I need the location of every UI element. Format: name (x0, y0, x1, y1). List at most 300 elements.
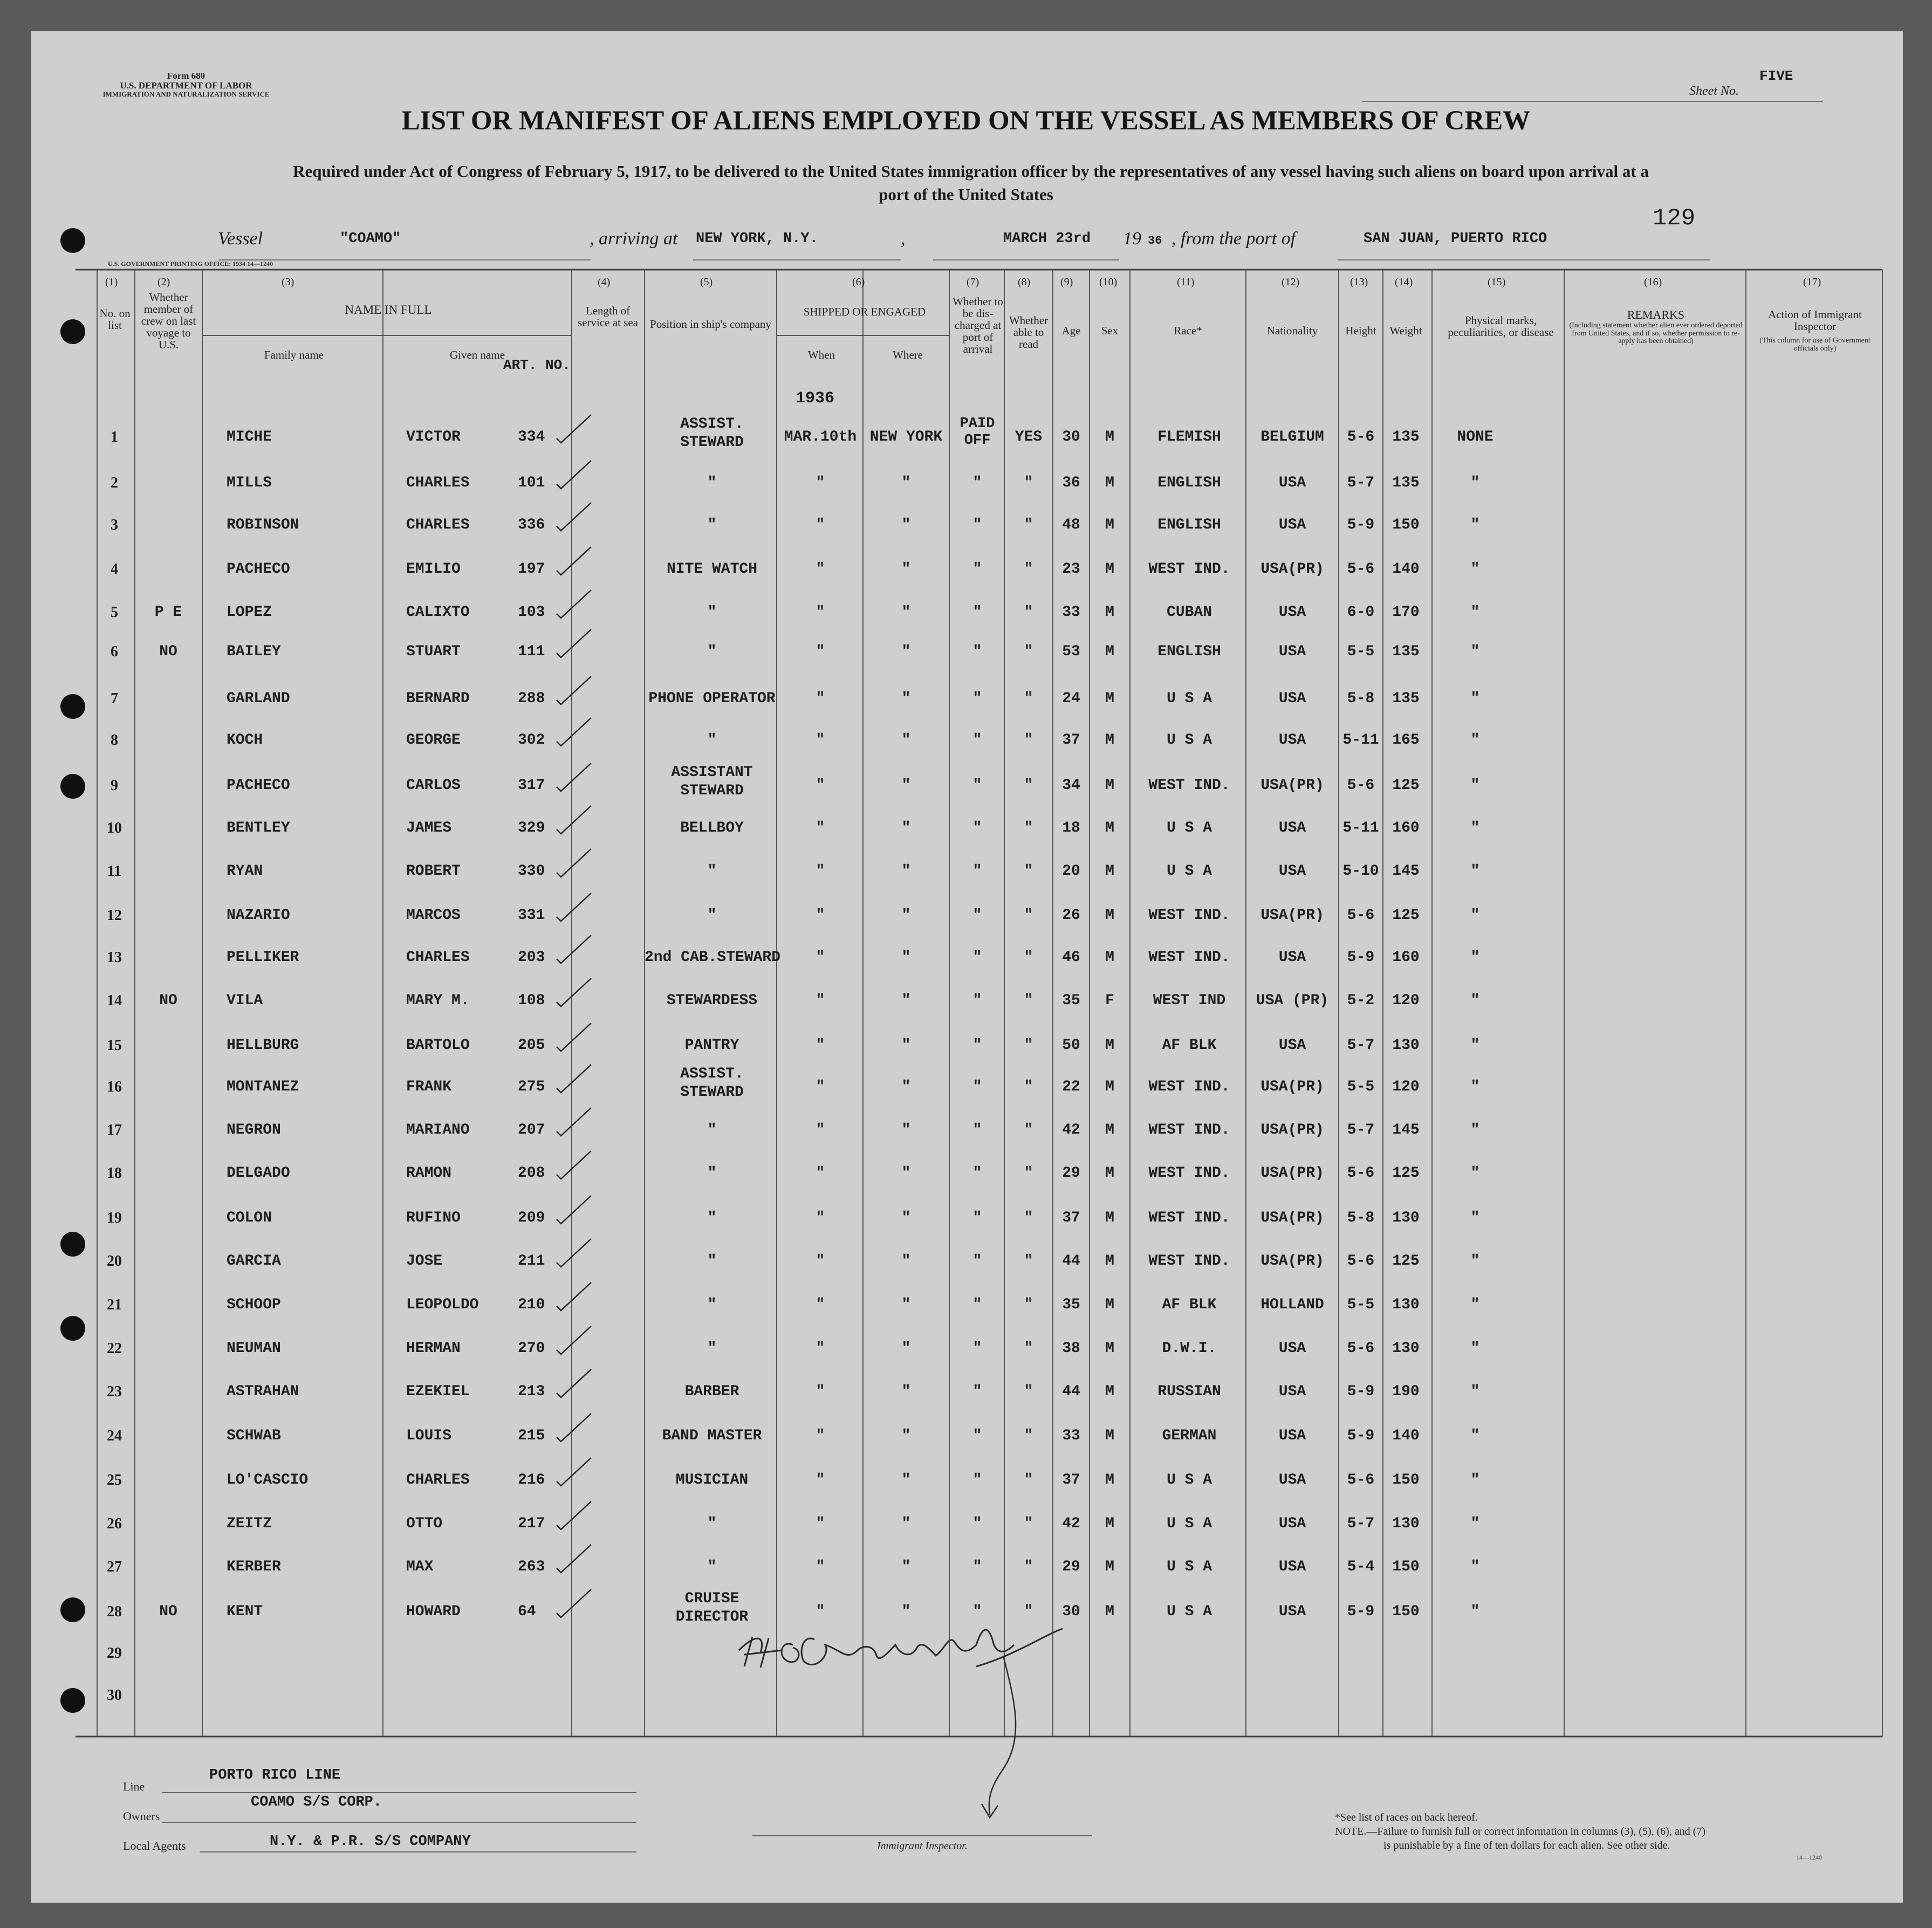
col-header-service: Length of service at sea (578, 304, 638, 330)
given-name: EZEKIEL (406, 1383, 470, 1400)
family-name: BENTLEY (227, 820, 290, 836)
shipped-when: " (816, 1559, 825, 1575)
art-number: 331 (518, 907, 545, 924)
age: 37 (1062, 1210, 1080, 1226)
shipped-where: " (901, 1559, 911, 1575)
sex: F (1105, 992, 1114, 1009)
race: RUSSIAN (1157, 1383, 1221, 1400)
age: 30 (1062, 429, 1080, 445)
physical-marks: " (1470, 992, 1480, 1009)
position-line-2: STEWARD (680, 434, 744, 451)
position: " (707, 1253, 717, 1270)
shipped-when: " (816, 863, 825, 880)
position: STEWARDESS (666, 992, 758, 1009)
family-name: SCHWAB (227, 1428, 281, 1444)
shipped-when: " (816, 475, 825, 491)
shipped-when: " (816, 1210, 825, 1226)
check-mark (556, 1456, 593, 1488)
sex: M (1105, 1210, 1114, 1226)
row-number: 17 (107, 1122, 122, 1138)
able-to-read: " (1024, 475, 1033, 491)
able-to-read: " (1024, 1122, 1033, 1138)
race: FLEMISH (1157, 429, 1221, 445)
given-name: CHARLES (406, 475, 470, 491)
sex: M (1105, 429, 1114, 445)
prev-voyage: NO (159, 1603, 177, 1620)
row-number: 11 (107, 863, 122, 880)
col-header-remarks: REMARKS (1627, 308, 1685, 321)
shipped-where: " (901, 1165, 911, 1182)
nationality: USA (1278, 1037, 1306, 1054)
able-to-read: " (1024, 777, 1033, 794)
shipped-where: " (901, 1122, 911, 1138)
sex: M (1105, 1472, 1114, 1488)
race: GERMAN (1162, 1428, 1217, 1444)
row-number: 2 (111, 475, 118, 491)
given-name: EMILIO (406, 561, 461, 578)
sex: M (1105, 1296, 1114, 1313)
able-to-read: " (1024, 907, 1033, 924)
physical-marks: " (1470, 643, 1480, 660)
table-row (0, 1026, 1932, 1064)
row-number: 20 (107, 1253, 122, 1270)
check-mark (556, 1499, 593, 1532)
origin-port: SAN JUAN, PUERTO RICO (1364, 231, 1547, 247)
row-number: 16 (107, 1079, 122, 1095)
check-mark (556, 847, 593, 879)
discharged: " (972, 1122, 982, 1138)
discharged: " (972, 561, 982, 578)
family-name: NEUMAN (227, 1340, 281, 1357)
height: 5-9 (1347, 1383, 1375, 1400)
physical-marks: " (1470, 475, 1480, 491)
form-code: 14—1240 (1796, 1854, 1822, 1861)
table-row (0, 418, 1932, 456)
given-name: HOWARD (406, 1603, 461, 1620)
form-dept: U.S. DEPARTMENT OF LABOR (120, 80, 252, 91)
shipped-when: " (816, 643, 825, 660)
row-number: 12 (107, 907, 122, 924)
sex: M (1105, 561, 1114, 578)
art-no-label: ART. NO. (503, 357, 571, 373)
printing-office: U.S. GOVERNMENT PRINTING OFFICE: 1934 14—1240 (108, 260, 273, 267)
vessel-name: "COAMO" (340, 231, 401, 247)
check-mark (556, 1280, 593, 1313)
row-number: 14 (107, 992, 122, 1009)
age: 23 (1062, 561, 1080, 578)
position: " (707, 732, 717, 749)
position: " (707, 863, 717, 880)
nationality: USA(PR) (1260, 1210, 1324, 1226)
table-row (0, 633, 1932, 670)
sex: M (1105, 1603, 1114, 1620)
given-name: MARCOS (406, 907, 461, 924)
shipped-where: " (901, 475, 911, 491)
prev-voyage: NO (159, 992, 177, 1009)
race: U S A (1166, 820, 1212, 836)
art-number: 302 (518, 732, 545, 749)
race: WEST IND. (1148, 1210, 1230, 1226)
given-name: BERNARD (406, 690, 470, 707)
discharged: " (972, 1603, 982, 1620)
family-name: PACHECO (227, 561, 290, 578)
nationality: USA(PR) (1260, 1165, 1324, 1182)
shipped-when: " (816, 1340, 825, 1357)
able-to-read: " (1024, 1165, 1033, 1182)
sheet-label: Sheet No. (1689, 84, 1739, 98)
physical-marks: " (1470, 561, 1480, 578)
able-to-read: " (1024, 1037, 1033, 1054)
sex: M (1105, 1079, 1114, 1095)
sex: M (1105, 475, 1114, 491)
able-to-read: " (1024, 1603, 1033, 1620)
shipped-where: " (901, 949, 911, 966)
nationality: USA (1278, 475, 1306, 491)
discharged: " (972, 475, 982, 491)
position: BAND MASTER (662, 1428, 762, 1444)
weight: 125 (1392, 1165, 1420, 1182)
nationality: USA (1278, 1472, 1306, 1488)
given-name: CARLOS (406, 777, 461, 794)
height: 5-7 (1347, 1515, 1375, 1532)
art-number: 215 (518, 1428, 545, 1444)
table-row (0, 506, 1932, 544)
col-header-when: When (807, 348, 835, 361)
art-number: 205 (518, 1037, 545, 1054)
height: 5-9 (1347, 949, 1375, 966)
race: WEST IND. (1148, 1079, 1230, 1095)
row-number: 13 (107, 949, 122, 966)
row-number: 10 (107, 820, 122, 836)
given-name: MARIANO (406, 1122, 470, 1138)
position: " (707, 604, 717, 621)
height: 5-2 (1347, 992, 1375, 1009)
art-number: 207 (518, 1122, 545, 1138)
row-number: 8 (111, 732, 118, 749)
discharged: " (972, 643, 982, 660)
sex: M (1105, 1428, 1114, 1444)
able-to-read: " (1024, 690, 1033, 707)
height: 5-7 (1347, 475, 1375, 491)
race: ENGLISH (1157, 475, 1221, 491)
height: 5-6 (1347, 777, 1375, 794)
given-name: CHARLES (406, 1472, 470, 1488)
physical-marks: " (1470, 1559, 1480, 1575)
given-name: CHARLES (406, 949, 470, 966)
given-name: LEOPOLDO (406, 1296, 479, 1313)
shipped-when: " (816, 1037, 825, 1054)
sex: M (1105, 1559, 1114, 1575)
weight: 150 (1392, 1603, 1420, 1620)
shipped-when: " (816, 1079, 825, 1095)
shipped-when: " (816, 1253, 825, 1270)
family-name: GARCIA (227, 1253, 281, 1270)
physical-marks: " (1470, 1079, 1480, 1095)
age: 42 (1062, 1515, 1080, 1532)
able-to-read: " (1024, 949, 1033, 966)
family-name: NEGRON (227, 1122, 281, 1138)
shipped-when: " (816, 604, 825, 621)
shipped-when: " (816, 561, 825, 578)
able-to-read: " (1024, 1472, 1033, 1488)
column-number: (11) (1177, 276, 1195, 288)
art-number: 101 (518, 475, 545, 491)
table-row (0, 593, 1932, 631)
given-name: BARTOLO (406, 1037, 470, 1054)
col-header-inspector: Action of Immigrant Inspector (1768, 308, 1862, 333)
shipped-where: " (901, 1253, 911, 1270)
owners-label: Owners (123, 1809, 160, 1823)
given-name: STUART (406, 643, 461, 660)
form-service: IMMIGRATION AND NATURALIZATION SERVICE (102, 90, 270, 98)
col-header-name: NAME IN FULL (345, 303, 432, 317)
weight: 190 (1392, 1383, 1420, 1400)
race: D.W.I. (1162, 1340, 1217, 1357)
vessel-label: Vessel (218, 229, 263, 249)
art-number: 275 (518, 1079, 545, 1095)
race: WEST IND. (1148, 1165, 1230, 1182)
shipped-where: " (901, 643, 911, 660)
row-number: 9 (111, 777, 118, 794)
given-name: CALIXTO (406, 604, 470, 621)
row-number: 25 (107, 1472, 122, 1488)
shipped-where: " (901, 1383, 911, 1400)
age: 44 (1062, 1383, 1080, 1400)
weight: 135 (1392, 475, 1420, 491)
row-number: 5 (111, 604, 118, 621)
shipped-when: " (816, 732, 825, 749)
discharged: " (972, 1515, 982, 1532)
able-to-read: " (1024, 561, 1033, 578)
check-mark (556, 976, 593, 1008)
row-number: 27 (107, 1559, 122, 1575)
physical-marks: " (1470, 1165, 1480, 1182)
weight: 135 (1392, 429, 1420, 445)
height: 5-6 (1347, 429, 1375, 445)
row-number: 3 (111, 517, 118, 533)
family-name: ZEITZ (227, 1515, 272, 1532)
age: 53 (1062, 643, 1080, 660)
art-number: 203 (518, 949, 545, 966)
sex: M (1105, 643, 1114, 660)
check-mark (556, 413, 593, 445)
inspector-signature (723, 1613, 1079, 1828)
race: WEST IND. (1148, 949, 1230, 966)
race: ENGLISH (1157, 643, 1221, 660)
able-to-read: " (1024, 1383, 1033, 1400)
check-mark (556, 1411, 593, 1444)
physical-marks: " (1470, 1253, 1480, 1270)
nationality: USA (1278, 820, 1306, 836)
page-number: 129 (1653, 205, 1696, 232)
family-name: RYAN (227, 863, 263, 880)
art-number: 111 (518, 643, 545, 660)
shipped-where: " (901, 604, 911, 621)
able-to-read: " (1024, 1340, 1033, 1357)
position: " (707, 1340, 717, 1357)
nationality: USA (PR) (1256, 992, 1329, 1009)
physical-marks: " (1470, 1428, 1480, 1444)
given-name: JAMES (406, 820, 452, 836)
sex: M (1105, 1122, 1114, 1138)
height: 5-9 (1347, 1428, 1375, 1444)
art-number: 330 (518, 863, 545, 880)
nationality: USA (1278, 949, 1306, 966)
check-mark (556, 1587, 593, 1620)
sex: M (1105, 1383, 1114, 1400)
physical-marks: " (1470, 1472, 1480, 1488)
weight: 145 (1392, 863, 1420, 880)
art-number: 197 (518, 561, 545, 578)
check-mark (556, 1237, 593, 1269)
able-to-read: " (1024, 643, 1033, 660)
weight: 125 (1392, 907, 1420, 924)
nationality: USA(PR) (1260, 561, 1324, 578)
shipped-where: " (901, 863, 911, 880)
given-name: ROBERT (406, 863, 461, 880)
check-mark (556, 1367, 593, 1399)
col-header-where: Where (893, 348, 923, 361)
col-header-sex: Sex (1101, 324, 1119, 337)
table-row (0, 1373, 1932, 1410)
able-to-read: " (1024, 1210, 1033, 1226)
agents-value: N.Y. & P.R. S/S COMPANY (270, 1834, 471, 1850)
physical-marks: " (1470, 1037, 1480, 1054)
col-header-remarks-note: (Including statement whether alien ever ordered deported from United States, and if so, whether permission to re-apply has been obtained) (1569, 321, 1743, 346)
position: BARBER (684, 1383, 739, 1400)
column-number: (14) (1395, 276, 1413, 288)
from-label: , from the port of (1171, 229, 1296, 249)
col-header-weight: Weight (1389, 324, 1422, 337)
family-name: ASTRAHAN (227, 1383, 299, 1400)
age: 42 (1062, 1122, 1080, 1138)
position: NITE WATCH (666, 561, 758, 578)
art-number: 209 (518, 1210, 545, 1226)
shipped-when: " (816, 1383, 825, 1400)
position: " (707, 475, 717, 491)
nationality: USA(PR) (1260, 1079, 1324, 1095)
row-number: 23 (107, 1383, 122, 1400)
race: WEST IND. (1148, 1122, 1230, 1138)
position: " (707, 1296, 717, 1313)
shipped-where: " (901, 1603, 911, 1620)
column-number: (8) (1018, 276, 1031, 288)
column-number: (4) (598, 276, 611, 288)
table-row (0, 721, 1932, 759)
discharged: " (972, 777, 982, 794)
sex: M (1105, 732, 1114, 749)
shipped-where: " (901, 1428, 911, 1444)
position-line-2: STEWARD (680, 1084, 744, 1101)
check-mark (556, 891, 593, 923)
art-number: 317 (518, 777, 545, 794)
discharged: " (972, 1340, 982, 1357)
shipped-where: " (901, 907, 911, 924)
family-name: NAZARIO (227, 907, 290, 924)
sex: M (1105, 517, 1114, 533)
shipped-where: " (901, 732, 911, 749)
row-number: 28 (107, 1603, 122, 1620)
physical-marks: " (1470, 1515, 1480, 1532)
age: 35 (1062, 1296, 1080, 1313)
nationality: USA (1278, 1559, 1306, 1575)
weight: 120 (1392, 1079, 1420, 1095)
age: 33 (1062, 1428, 1080, 1444)
weight: 125 (1392, 1253, 1420, 1270)
family-name: VILA (227, 992, 263, 1009)
check-mark (556, 1106, 593, 1138)
age: 44 (1062, 1253, 1080, 1270)
age: 36 (1062, 475, 1080, 491)
sex: M (1105, 604, 1114, 621)
weight: 150 (1392, 1559, 1420, 1575)
check-mark (556, 545, 593, 577)
height: 5-9 (1347, 517, 1375, 533)
row-number: 22 (107, 1340, 122, 1357)
race: U S A (1166, 1472, 1212, 1488)
physical-marks: " (1470, 604, 1480, 621)
check-mark (556, 674, 593, 706)
col-header-given: Given name (449, 348, 505, 361)
nationality: USA (1278, 732, 1306, 749)
row-number: 29 (107, 1645, 122, 1662)
position: 2nd CAB.STEWARD (645, 949, 781, 966)
nationality: USA(PR) (1260, 1122, 1324, 1138)
age: 35 (1062, 992, 1080, 1009)
weight: 170 (1392, 604, 1420, 621)
discharged: " (972, 907, 982, 924)
physical-marks: " (1470, 820, 1480, 836)
family-name: MONTANEZ (227, 1079, 299, 1095)
table-row (0, 766, 1932, 804)
arriving-label: , arriving at (590, 229, 678, 249)
art-number: 108 (518, 992, 545, 1009)
race: U S A (1166, 732, 1212, 749)
race: WEST IND. (1148, 1253, 1230, 1270)
race: WEST IND. (1148, 777, 1230, 794)
table-row (0, 1154, 1932, 1192)
weight: 125 (1392, 777, 1420, 794)
given-name: RAMON (406, 1165, 452, 1182)
shipped-when: " (816, 690, 825, 707)
given-name: RUFINO (406, 1210, 461, 1226)
col-header-height: Height (1345, 324, 1376, 337)
table-row (0, 896, 1932, 934)
table-row (0, 1329, 1932, 1367)
age: 37 (1062, 732, 1080, 749)
row-number: 1 (111, 429, 118, 445)
column-number: (7) (967, 276, 979, 288)
shipped-where: " (901, 1296, 911, 1313)
race: ENGLISH (1157, 517, 1221, 533)
row-number: 24 (107, 1428, 122, 1444)
race: WEST IND. (1148, 907, 1230, 924)
physical-marks: " (1470, 690, 1480, 707)
column-number: (1) (105, 276, 118, 288)
physical-marks: " (1470, 1383, 1480, 1400)
col-header-read: Whether able to read (1009, 314, 1049, 351)
shipped-where: " (901, 690, 911, 707)
row-number: 18 (107, 1165, 122, 1182)
check-mark (556, 804, 593, 836)
age: 24 (1062, 690, 1080, 707)
nationality: USA (1278, 604, 1306, 621)
page-subtitle: Required under Act of Congress of February 5, 1917, to be delivered to the United States immigration officer by the representatives of any vessel having such aliens on board upon arrival at a (293, 162, 1649, 181)
race: U S A (1166, 863, 1212, 880)
col-header-position: Position in ship's company (650, 318, 771, 331)
age: 29 (1062, 1559, 1080, 1575)
line-label: Line (123, 1780, 145, 1793)
